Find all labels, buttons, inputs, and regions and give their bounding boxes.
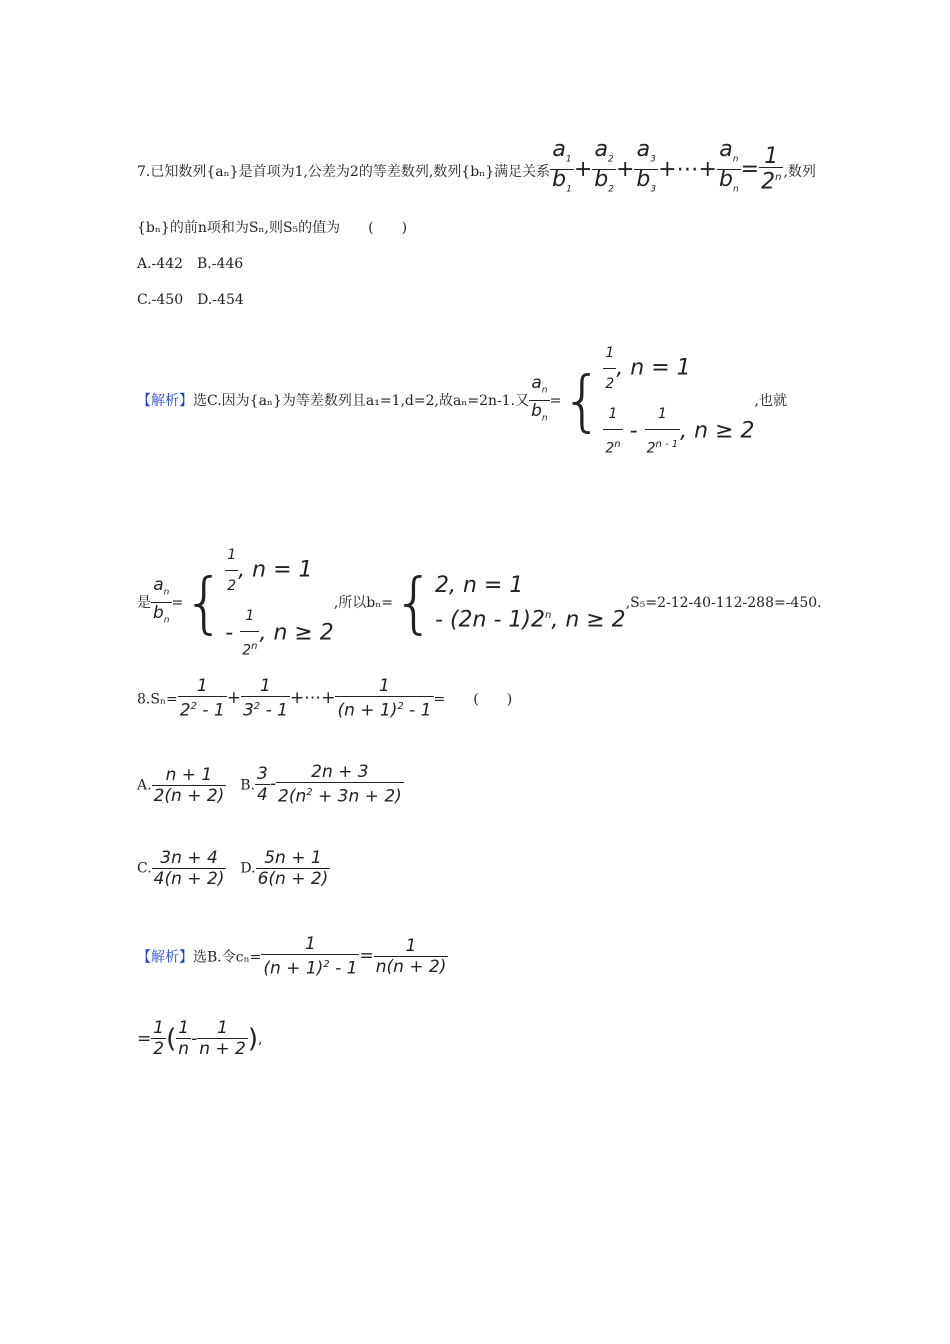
- q8-option-d-label: D.: [240, 860, 256, 877]
- q8-option-c-label: C.: [137, 860, 152, 877]
- q7-option-b: B.-446: [197, 256, 244, 272]
- q7-stem-text: 7.已知数列{aₙ}是首项为1,公差为2的等差数列,数列{bₙ}满足关系: [137, 163, 551, 180]
- sol7-text2-mid: ,所以bₙ=: [333, 594, 394, 611]
- q8-options-ab: [137, 762, 404, 807]
- q7-option-d: D.-454: [197, 292, 244, 308]
- q7-options-ab: [137, 254, 243, 274]
- sol8-text: 选B.令cₙ=: [193, 949, 262, 966]
- sol7-text2-lead: 是: [137, 594, 151, 611]
- q8-lead: 8.Sₙ=: [137, 691, 178, 708]
- q8-tail: = ( ): [433, 691, 513, 708]
- sol8-tag: 【解析】: [137, 949, 193, 966]
- q8-option-a-formula: $\frac{n + 1}{2(n + 2)}$: [153, 764, 225, 806]
- sol7-text1-tail: ,也就: [754, 392, 787, 409]
- sol8-split-formula: = $\frac{1}{2}$ ( $\frac{1}{n}$ - $\frac{1}{n + 2}$ ): [137, 1018, 259, 1059]
- q8-sum-formula: $\frac{1}{2^2 - 1}$ + $\frac{1}{3^2 - 1}$ +⋯+ $\frac{1}{(n + 1)^2 - 1}$: [179, 676, 432, 721]
- sol7-cases3: { 2, n = 1 - (2n - 1)2$^n$, n ≥ 2: [393, 563, 626, 641]
- q8-option-d-formula: $\frac{5n + 1}{6(n + 2)}$: [257, 848, 329, 889]
- sol7-an-over-bn-2: $\frac{a_n}{b_n}$: [151, 575, 172, 631]
- q8-options-cd: [137, 848, 330, 889]
- q8-option-a-label: A.: [137, 777, 152, 794]
- q8-option-c-formula: $\frac{3n + 4}{4(n + 2)}$: [153, 848, 225, 889]
- sol7-text1: 选C.因为{aₙ}为等差数列且a₁=1,d=2,故aₙ=2n-1.又: [193, 392, 530, 409]
- sol7-text2-tail: ,S₅=2-12-40-112-288=-450.: [625, 594, 822, 611]
- sol7-tag: 【解析】: [137, 392, 193, 409]
- sol8-line1: [137, 934, 448, 979]
- sol7-line1: 【解析】选C.因为{aₙ}为等差数列且a₁=1,d=2,故aₙ=2n-1.又 $\frac{a_n}{b_n}$ ={ $\frac{1}{2}$ , n = 1 $\frac{1}{2^n}$ - $\frac{1}{2^{n - 1}}$ , n ≥ 2 ,也就: [137, 338, 787, 464]
- q7-option-c: C.-450: [137, 292, 184, 308]
- sol7-line2: 是 $\frac{a_n}{b_n}$ ={ $\frac{1}{2}$ , n = 1 - $\frac{1}{2^n}$ , n ≥ 2 ,所以bₙ={ 2, n = 1 - (2n - 1)2$^n$, n ≥ 2 ,S₅=2-12-40-112-288=-450.: [137, 540, 822, 666]
- sol7-an-over-bn: $\frac{a_n}{b_n}$: [529, 373, 550, 429]
- sol8-eq2-tail: ,: [258, 1031, 263, 1048]
- q7-stem-line1: [137, 137, 816, 200]
- sol8-line2: [137, 1018, 262, 1059]
- q8-option-b-formula: $\frac{3}{4}$ - $\frac{2n + 3}{2(n^2 + 3n + 2)}$: [257, 762, 402, 807]
- sol8-cn-formula: $\frac{1}{(n + 1)^2 - 1}$ = $\frac{1}{n(n + 2)}$: [263, 934, 447, 979]
- q7-stem-line2: {bₙ}的前n项和为Sₙ,则S₅的值为 ( ): [137, 220, 408, 236]
- sol7-cases1: { $\frac{1}{2}$ , n = 1 $\frac{1}{2^n}$ - $\frac{1}{2^{n - 1}}$ , n ≥ 2: [561, 393, 754, 409]
- q7-option-a: A.-442: [137, 256, 184, 272]
- q7-stem-tail: ,数列: [783, 163, 816, 180]
- q7-relation-formula: $\frac{a_1}{b_1}$ + $\frac{a_2}{b_2}$ + $\frac{a_3}{b_3}$ +⋯+ $\frac{a_n}{b_n}$ = $\frac{1}{2^n}$: [550, 157, 783, 182]
- q8-option-b-label: B.: [240, 777, 256, 794]
- q8-stem: [137, 676, 512, 721]
- sol7-cases2: { $\frac{1}{2}$ , n = 1 - $\frac{1}{2^n}$ , n ≥ 2: [183, 595, 334, 611]
- q7-options-cd: [137, 290, 244, 310]
